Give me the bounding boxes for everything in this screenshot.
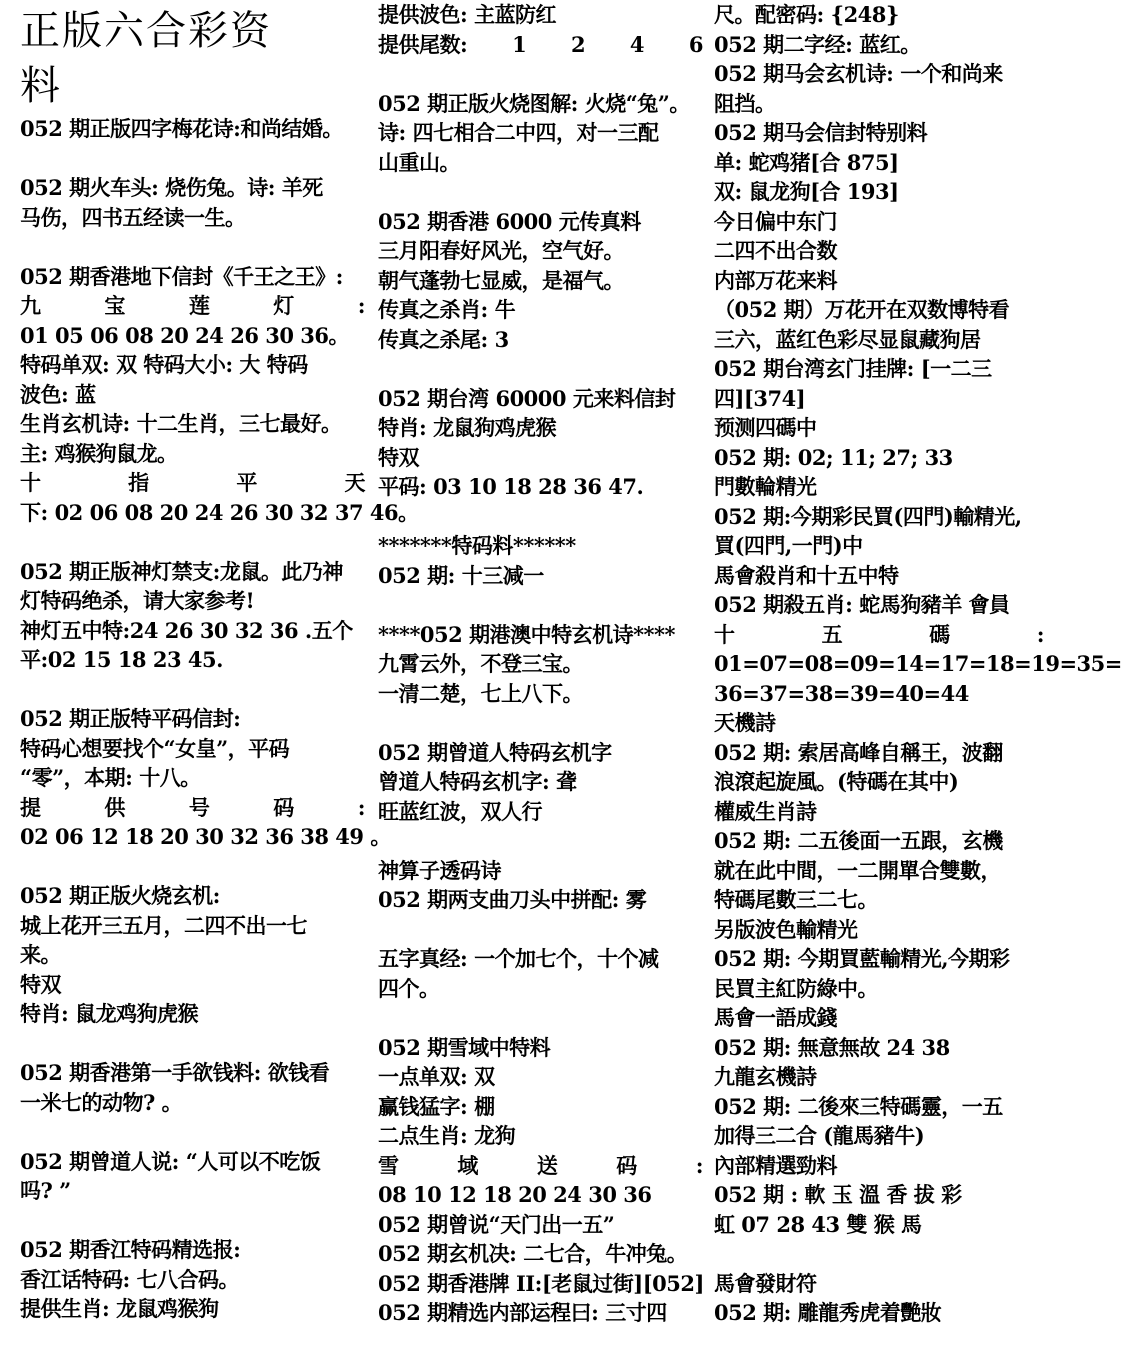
text-line: 052 期香港牌 II:[老鼠过街][052] — [378, 1270, 704, 1296]
text-line: 一清二楚，七上八下。 — [378, 680, 583, 706]
text-line: 下: 02 06 08 20 24 26 30 32 37 46。 — [20, 499, 419, 525]
blank-line — [378, 708, 703, 738]
text-line: 36=37=38=39=40=44 — [714, 680, 969, 706]
text-line: 生肖玄机诗: 十二生肖，三七最好。 — [20, 411, 342, 436]
text-line: 民買主紅防綠中。 — [714, 975, 878, 1001]
text-line: 波色: 蓝 — [20, 381, 96, 407]
text-line: 052 期: 無意無故 24 38 — [714, 1034, 950, 1060]
column-middle-lines — [378, 0, 703, 1328]
text-line: 052 期曾说“天门出一五” — [378, 1211, 615, 1237]
text-line: 二四不出合数 — [714, 238, 837, 263]
text-line: 052 期正版火烧图解: 火烧“兔”。 — [378, 90, 690, 116]
column-middle — [378, 0, 703, 1346]
text-line: “零”，本期: 十八。 — [20, 765, 201, 790]
text-line: 052 期火车头: 烧伤兔。诗: 羊死 — [20, 175, 323, 200]
text-line: 052 期正版特平码信封: — [20, 706, 241, 731]
text-line: 052 期两支曲刀头中拼配: 雾 — [378, 887, 647, 912]
blank-line — [20, 144, 365, 174]
text-line: 阻挡。 — [714, 90, 776, 116]
text-line: 另版波色輸精光 — [714, 916, 858, 942]
text-line: 马伤，四书五经读一生。 — [20, 204, 246, 230]
text-line: ****052 期港澳中特玄机诗**** — [378, 621, 676, 647]
text-line: 神灯五中特:24 26 30 32 36 .五个 — [20, 617, 353, 643]
text-line: 052 期: 02; 11; 27; 33 — [714, 444, 953, 470]
text-line: 双: 鼠龙狗[合 193] — [714, 179, 899, 204]
text-line: 01=07=08=09=14=17=18=19=35= — [714, 651, 1122, 676]
text-line: 052 期: 雕龍秀虎着艷妝 — [714, 1300, 942, 1325]
text-line: 特码单双: 双 特码大小: 大 特码 — [20, 352, 308, 377]
text-line: （052 期）万花开在双数博特看 — [714, 297, 1010, 322]
text-line: 一点单双: 双 — [378, 1064, 495, 1089]
text-line: 神算子透码诗 — [378, 857, 501, 883]
blank-line — [378, 1003, 703, 1033]
text-line: 四][374] — [714, 385, 806, 411]
text-line: 特肖: 龙鼠狗鸡虎猴 — [378, 415, 557, 440]
text-line: 灯特码绝杀，请大家参考! — [20, 588, 255, 613]
blank-line — [714, 1239, 1044, 1269]
text-line: 052 期殺五肖: 蛇馬狗豬羊 會員 — [714, 592, 1010, 617]
text-line: 052 期香港第一手欲钱料: 欲钱看 — [20, 1060, 330, 1085]
blank-line — [378, 354, 703, 384]
text-line: 052 期香江特码精选报: — [20, 1237, 241, 1262]
text-line: 052 期曾道人特码玄机字 — [378, 739, 612, 765]
text-line: 诗: 四七相合二中四，对一三配 — [378, 120, 659, 145]
text-line: 吗? ” — [20, 1178, 71, 1203]
text-line: 九 宝 莲 灯 : — [20, 293, 365, 318]
text-line: 052 期精选内部运程曰: 三寸四 — [378, 1300, 667, 1325]
text-line: 052 期二字经: 蓝红。 — [714, 31, 921, 57]
text-line: 平码: 03 10 18 28 36 47. — [378, 474, 644, 499]
text-line: 来。 — [20, 942, 61, 967]
text-line: 加得三二合 (龍馬豬牛) — [714, 1123, 925, 1148]
text-line: 052 期: 索居高峰自稱王，波翻 — [714, 739, 1003, 765]
blank-line — [20, 852, 365, 882]
text-line: 內部精選勁料 — [714, 1152, 837, 1178]
text-line: 01 05 06 08 20 24 26 30 36。 — [20, 322, 350, 348]
text-line: 052 期雪域中特料 — [378, 1034, 551, 1060]
text-line: 052 期台湾玄门挂牌: [一二三 — [714, 356, 992, 381]
blank-line — [20, 675, 365, 705]
text-line: 052 期正版四字梅花诗:和尚结婚。 — [20, 116, 343, 141]
text-line: 预测四碼中 — [714, 415, 817, 440]
text-line: 特碼尾數三二七。 — [714, 887, 878, 912]
text-line: 十 指 平 天 — [20, 470, 365, 495]
column-right — [714, 0, 1122, 1346]
text-line: 十 五 碼 : — [714, 621, 1044, 647]
text-line: 馬會殺肖和十五中特 — [714, 562, 899, 588]
text-line: 三六，蓝红色彩尽显鼠藏狗居 — [714, 326, 981, 352]
text-line: 雪 域 送 码 : — [378, 1152, 703, 1178]
text-line: 赢钱猛字: 棚 — [378, 1093, 495, 1119]
column-right-lines — [714, 0, 1122, 1328]
text-line: 052 期:今期彩民買(四門)輸精光, — [714, 503, 1022, 529]
text-line: 主: 鸡猴狗鼠龙。 — [20, 440, 178, 466]
text-line: 特双 — [20, 971, 61, 997]
page-title-line-2: 料 — [20, 63, 60, 109]
text-line: 单: 蛇鸡猪[合 875] — [714, 149, 899, 175]
text-line: 内部万花来料 — [714, 267, 837, 293]
text-line: 二点生肖: 龙狗 — [378, 1123, 516, 1148]
text-line: 九龍玄機詩 — [714, 1064, 817, 1089]
text-line: 五字真经: 一个加七个，十个减 — [378, 946, 659, 971]
text-line: 山重山。 — [378, 149, 460, 175]
text-line: 052 期香港 6000 元传真料 — [378, 208, 641, 234]
text-line: 052 期曾道人说: “人可以不吃饭 — [20, 1148, 321, 1174]
text-line: 旺蓝红波，双人行 — [378, 798, 542, 824]
text-line: 特码心想要找个“女皇”，平码 — [20, 735, 290, 761]
blank-line — [378, 502, 703, 532]
text-line: 特肖: 鼠龙鸡狗虎猴 — [20, 1001, 199, 1026]
text-line: 天機詩 — [714, 710, 776, 735]
text-line: 052 期台湾 60000 元来料信封 — [378, 385, 676, 411]
text-line: 馬會發財符 — [714, 1270, 817, 1296]
blank-line — [20, 1117, 365, 1147]
blank-line — [378, 177, 703, 207]
text-line: 052 期正版神灯禁支:龙鼠。此乃神 — [20, 558, 343, 584]
text-line: 朝气蓬勃七显威，是福气。 — [378, 267, 624, 293]
blank-line — [20, 1206, 365, 1236]
text-line: *******特码料****** — [378, 533, 576, 558]
text-line: 052 期马会信封特别料 — [714, 120, 928, 145]
blank-line — [20, 527, 365, 557]
text-line: 就在此中間，一二開單合雙數， — [714, 857, 1001, 883]
text-line: 提供波色: 主蓝防红 — [378, 2, 557, 27]
text-line: 052 期 : 軟 玉 溫 香 拔 彩 — [714, 1182, 962, 1207]
text-line: 02 06 12 18 20 30 32 36 38 49 。 — [20, 824, 391, 849]
text-line: 虹 07 28 43 雙 猴 馬 — [714, 1211, 922, 1237]
text-line: 平:02 15 18 23 45. — [20, 647, 223, 672]
text-line: 052 期玄机决: 二七合，牛冲兔。 — [378, 1241, 688, 1266]
text-line: 尺。配密码: {248} — [714, 2, 899, 27]
text-line: 九霄云外，不登三宝。 — [378, 651, 583, 676]
text-line: 香江话特码: 七八合码。 — [20, 1266, 240, 1292]
text-line: 052 期: 十三减一 — [378, 562, 544, 588]
text-line: 传真之杀肖: 牛 — [378, 297, 516, 322]
text-line: 三月阳春好风光，空气好。 — [378, 238, 624, 263]
blank-line — [378, 590, 703, 620]
text-line: 馬會一語成錢 — [714, 1005, 837, 1030]
text-line: 門數輪精光 — [714, 474, 817, 499]
text-line: 特双 — [378, 444, 419, 470]
text-line: 四个。 — [378, 975, 440, 1001]
text-line: 一米七的动物? 。 — [20, 1089, 183, 1115]
blank-line — [20, 232, 365, 262]
text-line: 052 期正版火烧玄机: — [20, 883, 220, 908]
blank-line — [378, 826, 703, 856]
blank-line — [20, 1029, 365, 1059]
text-line: 052 期马会玄机诗: 一个和尚来 — [714, 61, 1003, 86]
text-line: 传真之杀尾: 3 — [378, 326, 509, 352]
text-line: 曾道人特码玄机字: 聋 — [378, 769, 577, 794]
text-line: 浪滾起旋風。(特碼在其中) — [714, 769, 959, 794]
blank-line — [378, 59, 703, 89]
text-line: 052 期香港地下信封《千王之王》: — [20, 263, 343, 289]
text-line: 權威生肖詩 — [714, 798, 817, 824]
text-line: 今日偏中东门 — [714, 208, 837, 234]
page-title-line-1: 正版六合彩资 — [20, 8, 272, 54]
text-line: 買(四門,一門)中 — [714, 533, 863, 558]
text-line: 提供尾数: 1 2 4 6 — [378, 31, 703, 57]
blank-line — [378, 915, 703, 945]
text-line: 052 期: 今期買藍輸精光,今期彩 — [714, 946, 1010, 971]
text-line: 08 10 12 18 20 24 30 36 — [378, 1182, 652, 1207]
text-line: 城上花开三五月，二四不出一七 — [20, 912, 307, 938]
text-line: 提供生肖: 龙鼠鸡猴狗 — [20, 1296, 219, 1321]
text-line: 提 供 号 码 : — [20, 794, 365, 820]
text-line: 052 期: 二五後面一五跟，玄機 — [714, 828, 1003, 853]
text-line: 052 期: 二後來三特碼靈，一五 — [714, 1093, 1003, 1119]
